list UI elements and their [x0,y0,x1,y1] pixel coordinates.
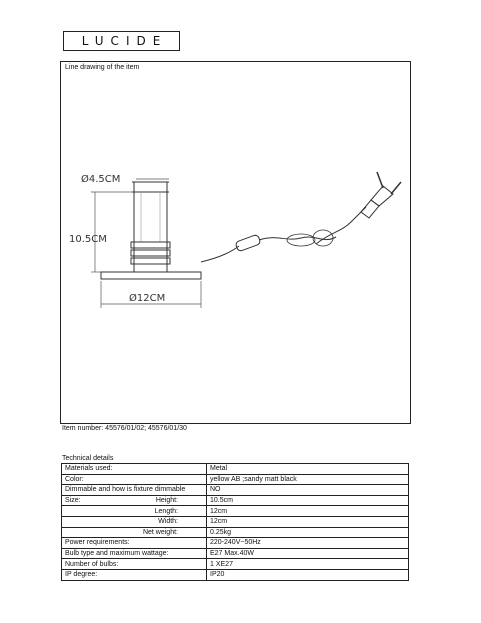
spec-key: Number of bulbs: [62,559,207,570]
spec-row [62,559,409,570]
technical-details-table [61,463,409,581]
lamp-line-drawing [61,62,412,425]
spec-row [62,485,409,496]
spec-key: Color: [62,474,207,485]
logo-text: LUCIDE [81,34,168,48]
spec-value: 12cm [207,506,409,517]
spec-row [62,495,409,506]
spec-value: 0.25kg [207,527,409,538]
spec-value: yellow AB ;sandy matt black [207,474,409,485]
spec-value: 220-240V~50Hz [207,538,409,549]
spec-row [62,569,409,580]
item-number: Item number: 45576/01/02; 45576/01/30 [62,425,187,432]
spec-sub-label: Length: [154,507,178,515]
spec-key: Materials used: [62,464,207,475]
spec-key: Bulb type and maximum wattage: [62,548,207,559]
lucide-logo [63,31,180,51]
spec-row [62,527,409,538]
spec-key: Dimmable and how is fixture dimmable [62,485,207,496]
spec-sub-label: Height: [155,497,178,505]
spec-value: IP20 [207,569,409,580]
technical-details-title: Technical details [62,455,114,462]
spec-key [62,516,207,527]
dim-diameter-base: Ø12CM [129,293,166,304]
spec-key [62,506,207,517]
drawing-label: Line drawing of the item [65,64,140,71]
dim-diameter-top: Ø4.5CM [81,174,121,185]
spec-key [62,527,207,538]
spec-value: 10.5cm [207,495,409,506]
spec-row [62,506,409,517]
spec-row [62,474,409,485]
line-drawing-panel [60,61,411,424]
spec-sub-label: Width: [158,518,178,526]
spec-value: 1 XE27 [207,559,409,570]
spec-value: E27 Max.40W [207,548,409,559]
spec-row [62,548,409,559]
spec-key [62,495,207,506]
spec-row [62,516,409,527]
spec-row [62,538,409,549]
spec-value: Metal [207,464,409,475]
spec-key-label: Size: [65,497,81,505]
spec-sub-label: Net weight: [142,528,178,536]
spec-key: IP degree: [62,569,207,580]
spec-row [62,464,409,475]
dim-height: 10.5CM [69,234,107,245]
spec-value: 12cm [207,516,409,527]
spec-value: NO [207,485,409,496]
spec-key: Power requirements: [62,538,207,549]
